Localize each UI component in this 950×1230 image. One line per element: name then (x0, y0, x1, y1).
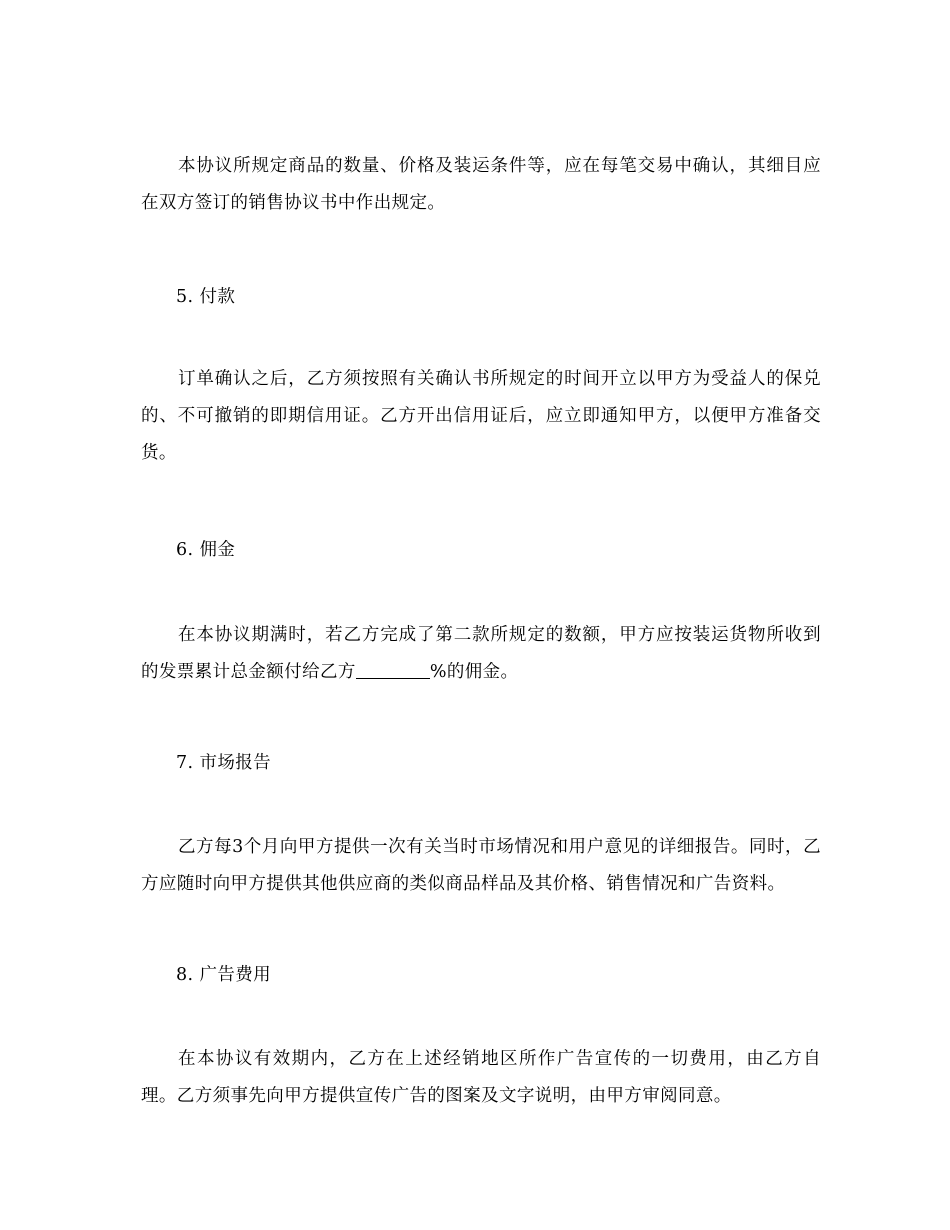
advertising-paragraph: 在本协议有效期内，乙方在上述经销地区所作广告宣传的一切费用，由乙方自理。乙方须事先向甲方提供宣传广告的图案及文字说明，由甲方审阅同意。 (141, 1049, 821, 1106)
commission-paragraph (141, 617, 821, 691)
market-report-paragraph: 乙方每3个月向甲方提供一次有关当时市场情况和用户意见的详细报告。同时，乙方应随时向甲方提供其他供应商的类似商品样品及其价格、销售情况和广告资料。 (141, 837, 821, 894)
advertising-heading: 8. 广告费用 (176, 965, 272, 985)
payment-paragraph: 订单确认之后，乙方须按照有关确认书所规定的时间开立以甲方为受益人的保兑的、不可撤销的即期信用证。乙方开出信用证后，应立即通知甲方，以便甲方准备交货。 (141, 369, 821, 463)
intro-paragraph: 本协议所规定商品的数量、价格及装运条件等，应在每笔交易中确认，其细目应在双方签订的销售协议书中作出规定。 (141, 156, 821, 213)
market-report-heading: 7. 市场报告 (176, 753, 272, 773)
payment-heading: 5. 付款 (176, 287, 236, 307)
commission-text-before: 在本协议期满时，若乙方完成了第二款所规定的数额，甲方应按装运货物所收到的发票累计总金额付给乙方 (141, 625, 821, 682)
commission-text-after: %的佣金。 (429, 662, 519, 682)
commission-heading: 6. 佣金 (176, 540, 236, 560)
commission-rate-blank (356, 660, 430, 679)
